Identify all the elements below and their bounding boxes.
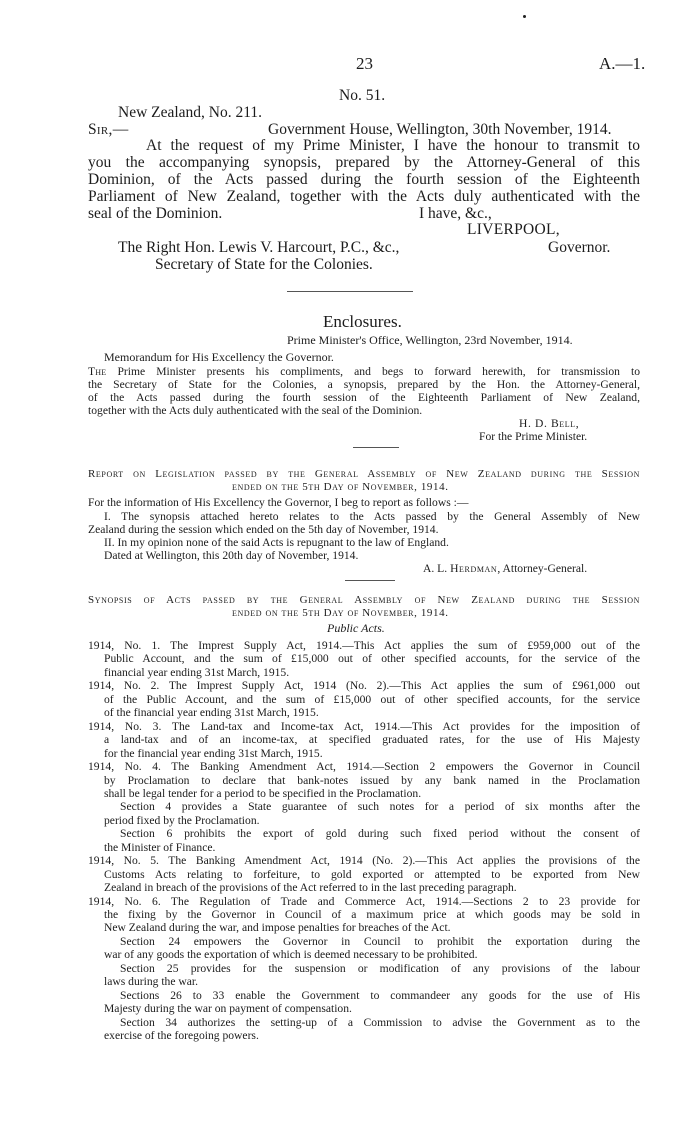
synopsis-line: laws during the war. <box>104 975 199 989</box>
synopsis-line: Majesty during the war on payment of compensation. <box>104 1002 352 1016</box>
synopsis-line: Section 34 authorizes the setting-up of a Commission to advise the Government as to the <box>120 1015 640 1029</box>
synopsis-line: Sections 26 to 33 enable the Government to commandeer any goods for the use of His <box>120 988 640 1002</box>
report-divider <box>345 580 395 581</box>
enclosure-office-date: Prime Minister's Office, Wellington, 23rd November, 1914. <box>287 333 573 347</box>
report-item-1a: I. The synopsis attached hereto relates to the Acts passed by the General Assembly of New <box>104 510 640 523</box>
signature: LIVERPOOL, <box>467 221 560 238</box>
synopsis-line: for the financial year ending 31st March, 1915. <box>104 746 323 760</box>
synopsis-title-2: ended on the 5th Day of November, 1914. <box>232 607 449 619</box>
synopsis-line: war of any goods the exportation of which is deemed necessary to be prohibited. <box>104 948 478 962</box>
synopsis-line: 1914, No. 2. The Imprest Supply Act, 1914 (No. 2).—This Act applies the sum of £961,000 out <box>88 679 640 693</box>
synopsis-line: 1914, No. 4. The Banking Amendment Act, 1914.—Section 2 empowers the Governor in Council <box>88 760 640 774</box>
despatch-last-line: seal of the Dominion. <box>88 205 223 222</box>
closing: I have, &c., <box>419 205 492 222</box>
synopsis-line: Section 25 provides for the suspension or modification of any provisions of the labour <box>120 961 640 975</box>
report-title-1: Report on Legislation passed by the General Assembly of New Zealand during the Session <box>88 468 640 480</box>
page-code: A.—1. <box>599 54 646 73</box>
report-dated: Dated at Wellington, this 20th day of November, 1914. <box>104 549 359 562</box>
report-title-2: ended on the 5th Day of November, 1914. <box>232 481 449 493</box>
report-item-1b: Zealand during the session which ended on the 5th day of November, 1914. <box>88 523 439 536</box>
synopsis-line: Section 6 prohibits the export of gold during such fixed period without the consent of <box>120 827 640 841</box>
synopsis-line: Customs Acts relating to forfeiture, to gold exported or attempted to be exported from New <box>104 867 640 881</box>
salutation: Sir,— <box>88 121 129 138</box>
synopsis-line: of the Public Account, and the sum of £15,000 out of other specified accounts, for the service <box>104 692 640 706</box>
memo-line-2: the Secretary of State for the Colonies, a synopsis, prepared by the Hon. the Attorney-General, <box>88 378 640 391</box>
report-signer: A. L. Herdman, Attorney-General. <box>423 562 588 575</box>
addressee-line-1: The Right Hon. Lewis V. Harcourt, P.C., &c., <box>118 239 400 256</box>
synopsis-line: a land-tax and of an income-tax, at specified graduated rates, for the use of His Majesty <box>104 733 640 747</box>
memo-line-1: The Prime Minister presents his compliments, and begs to forward herewith, for transmission to <box>88 365 641 378</box>
synopsis-subtitle: Public Acts. <box>327 621 385 635</box>
synopsis-line: shall be legal tender for a period to be specified in the Proclamation. <box>104 786 422 800</box>
synopsis-line: the fixing by the Governor in Council of a maximum price at which goods may be sold in <box>104 908 640 921</box>
synopsis-line: of the financial year ending 31st March, 1915. <box>104 706 319 720</box>
enclosure-divider <box>353 447 399 448</box>
synopsis-line: by Proclamation to declare that bank-notes issued by any bank named in the Proclamation <box>104 773 640 787</box>
synopsis-line: period fixed by the Proclamation. <box>104 813 260 827</box>
report-item-2: II. In my opinion none of the said Acts is repugnant to the law of England. <box>104 536 449 549</box>
ink-speck <box>523 15 526 18</box>
synopsis-line: financial year ending 31st March, 1915. <box>104 665 290 679</box>
despatch-line-3: Dominion, of the Acts passed during the fourth session of the Eighteenth <box>88 171 640 188</box>
despatch-line-1: At the request of my Prime Minister, I have the honour to transmit to <box>146 137 640 154</box>
synopsis-line: Section 4 provides a State guarantee of such notes for a period of six months after the <box>120 800 640 814</box>
despatch-reference: New Zealand, No. 211. <box>118 104 263 121</box>
memo-signer-for: For the Prime Minister. <box>479 430 588 443</box>
place-date: Government House, Wellington, 30th November, 1914. <box>268 121 612 138</box>
synopsis-line: 1914, No. 3. The Land-tax and Income-tax Act, 1914.—This Act provides for the imposition of <box>88 719 640 733</box>
memo-last-line: together with the Acts duly authenticated with the seal of the Dominion. <box>88 404 423 417</box>
section-divider <box>287 291 413 292</box>
enclosures-title: Enclosures. <box>323 312 402 331</box>
synopsis-line: Section 24 empowers the Governor in Council to prohibit the exportation during the <box>120 934 640 948</box>
synopsis-line: Zealand in breach of the provisions of the Act referred to in the last preceding paragraph. <box>104 881 517 895</box>
signature-title: Governor. <box>548 239 611 256</box>
memo-line-3: of the Acts passed during the fourth session of the Eighteenth Parliament of New Zealand, <box>88 391 640 404</box>
report-intro: For the information of His Excellency the Governor, I beg to report as follows :— <box>88 496 469 509</box>
synopsis-line: New Zealand during the war, and impose penalties for breaches of the Act. <box>104 921 451 935</box>
despatch-line-2: you the accompanying synopsis, prepared by the Attorney-General of this <box>88 154 640 171</box>
synopsis-line: 1914, No. 6. The Regulation of Trade and Commerce Act, 1914.—Sections 2 to 23 provide for <box>88 894 640 908</box>
synopsis-line: exercise of the foregoing powers. <box>104 1029 259 1043</box>
despatch-number: No. 51. <box>339 87 386 104</box>
addressee-line-2: Secretary of State for the Colonies. <box>155 256 373 273</box>
memo-signer: H. D. Bell, <box>519 417 580 430</box>
memo-line-1-text: Prime Minister presents his compliments, and begs to forward herewith, for transmission to <box>117 365 641 378</box>
memo-heading: Memorandum for His Excellency the Governor. <box>104 350 334 364</box>
report-signer-surname: Herdman <box>450 562 498 575</box>
synopsis-line: 1914, No. 5. The Banking Amendment Act, 1914 (No. 2).—This Act applies the provisions of the <box>88 854 640 868</box>
synopsis-line: 1914, No. 1. The Imprest Supply Act, 1914.—This Act applies the sum of £959,000 out of the <box>88 639 640 652</box>
synopsis-line: the Minister of Finance. <box>104 840 216 854</box>
synopsis-line: Public Account, and the sum of £15,000 out of other specified accounts, for the service of the <box>104 652 640 666</box>
synopsis-title-1: Synopsis of Acts passed by the General Assembly of New Zealand during the Session <box>88 594 640 606</box>
despatch-line-4: Parliament of New Zealand, together with the Acts duly authenticated with the <box>88 188 640 205</box>
page-number: 23 <box>356 54 373 73</box>
